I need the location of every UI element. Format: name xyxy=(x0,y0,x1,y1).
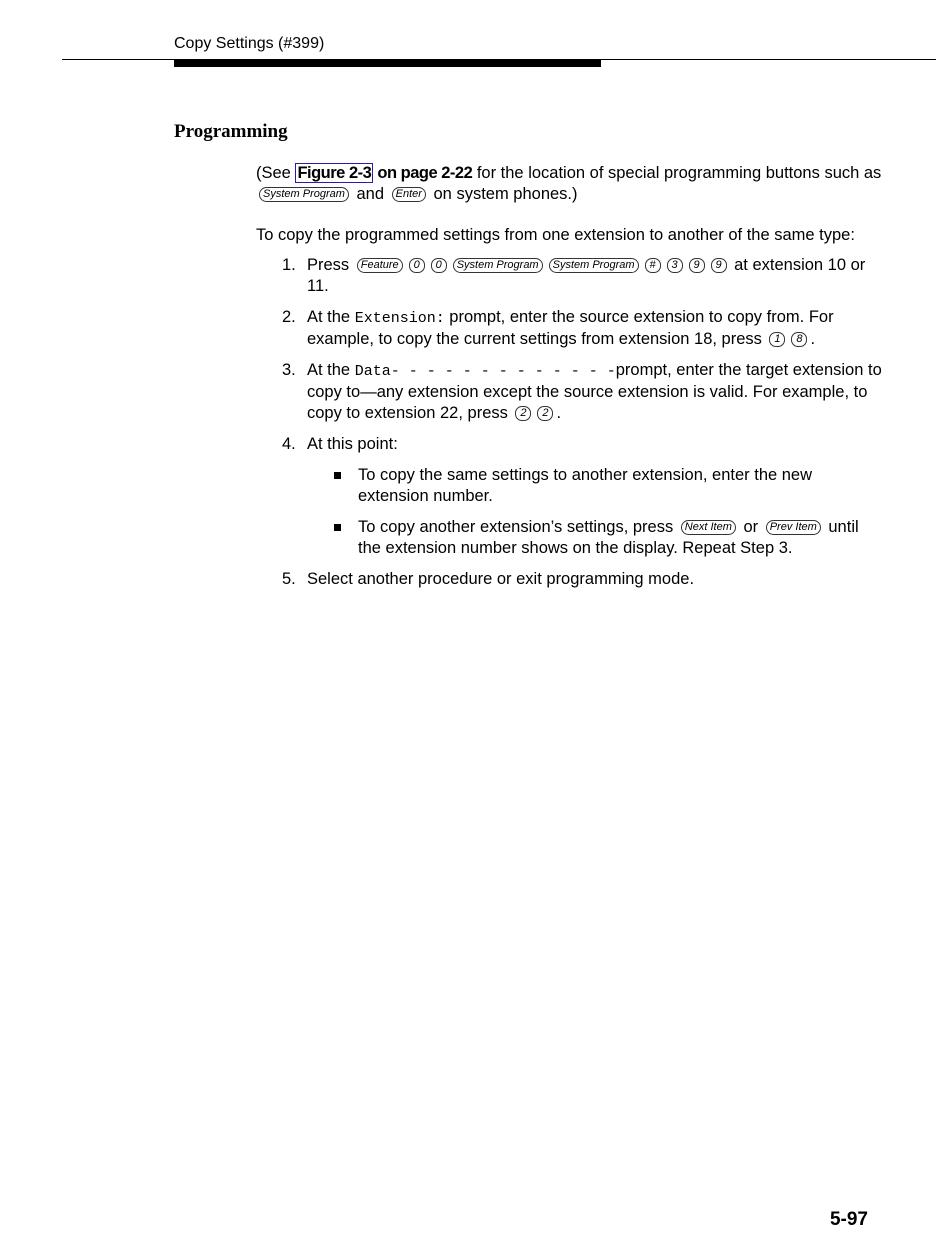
step-text: . xyxy=(810,330,816,348)
intro-text-a: for the location of special programming buttons such as xyxy=(472,164,882,182)
enter-key: Enter xyxy=(392,187,426,202)
step-text: At this point: xyxy=(307,435,398,453)
step-number: 4. xyxy=(282,435,296,453)
bullet-list xyxy=(307,465,886,559)
bullet-text: or xyxy=(738,518,763,536)
bullet-text: until the extension number shows on the display. Repeat Step 3. xyxy=(358,518,859,557)
key-digit: 1 xyxy=(769,332,785,347)
intro-text-b: and xyxy=(351,185,389,203)
key-digit: 9 xyxy=(711,258,727,273)
step-text: At the xyxy=(307,308,355,326)
step-text: Select another procedure or exit programming mode. xyxy=(307,570,695,588)
display-prompt: Extension: xyxy=(354,310,445,327)
step-5 xyxy=(256,569,886,590)
bullet-text: To copy the same settings to another extension, enter the new extension number. xyxy=(358,466,813,505)
key-pound: # xyxy=(645,258,661,273)
step-text: Press xyxy=(307,256,354,274)
step-number: 3. xyxy=(282,361,296,379)
figure-link-page: on page 2-22 xyxy=(373,164,473,182)
bullet-item xyxy=(307,517,886,559)
step-text: at extension 10 or 11. xyxy=(307,256,866,295)
key-digit: 9 xyxy=(689,258,705,273)
key-digit: 0 xyxy=(431,258,447,273)
step-4 xyxy=(256,434,886,559)
bullet-text: To copy another extension’s settings, press xyxy=(358,518,678,536)
bullet-square-icon xyxy=(334,472,341,479)
bullet-item xyxy=(307,465,886,507)
system-program-key: System Program xyxy=(259,187,349,202)
lead-sentence: To copy the programmed settings from one extension to another of the same type: xyxy=(256,226,855,244)
header-bar xyxy=(174,60,601,67)
step-number: 1. xyxy=(282,256,296,274)
intro-prefix: (See xyxy=(256,164,296,182)
key-feature: Feature xyxy=(357,258,403,273)
key-digit: 2 xyxy=(515,406,531,421)
display-prompt: Data- - - - - - - - - - - - - xyxy=(354,363,616,380)
section-title: Programming xyxy=(174,121,288,142)
page-number: 5-97 xyxy=(829,1209,868,1230)
key-system-program: System Program xyxy=(453,258,543,273)
step-number: 2. xyxy=(282,308,296,326)
key-digit: 8 xyxy=(791,332,807,347)
running-head: Copy Settings (#399) xyxy=(174,35,325,52)
step-text: At the xyxy=(307,361,355,379)
intro-text-c: on system phones.) xyxy=(428,185,578,203)
key-digit: 3 xyxy=(667,258,683,273)
body-text xyxy=(256,163,886,600)
figure-link[interactable]: Figure 2-3 xyxy=(297,164,372,182)
key-digit: 2 xyxy=(537,406,553,421)
step-2 xyxy=(256,307,886,350)
step-text: prompt, enter the source extension to copy from. For example, to copy the current settings from extension 18, press xyxy=(307,308,834,348)
key-digit: 0 xyxy=(409,258,425,273)
step-text: prompt, enter the target extension to copy to—any extension except the source extension is valid. For example, to copy to extension 22, press xyxy=(307,361,882,422)
key-prev-item: Prev Item xyxy=(766,520,821,535)
key-next-item: Next Item xyxy=(681,520,736,535)
intro-paragraph xyxy=(256,163,886,205)
bullet-square-icon xyxy=(334,524,341,531)
step-number: 5. xyxy=(282,570,296,588)
step-3 xyxy=(256,360,886,424)
step-1 xyxy=(256,255,886,297)
key-system-program: System Program xyxy=(549,258,639,273)
step-text: . xyxy=(556,404,562,422)
step-list xyxy=(256,255,886,590)
